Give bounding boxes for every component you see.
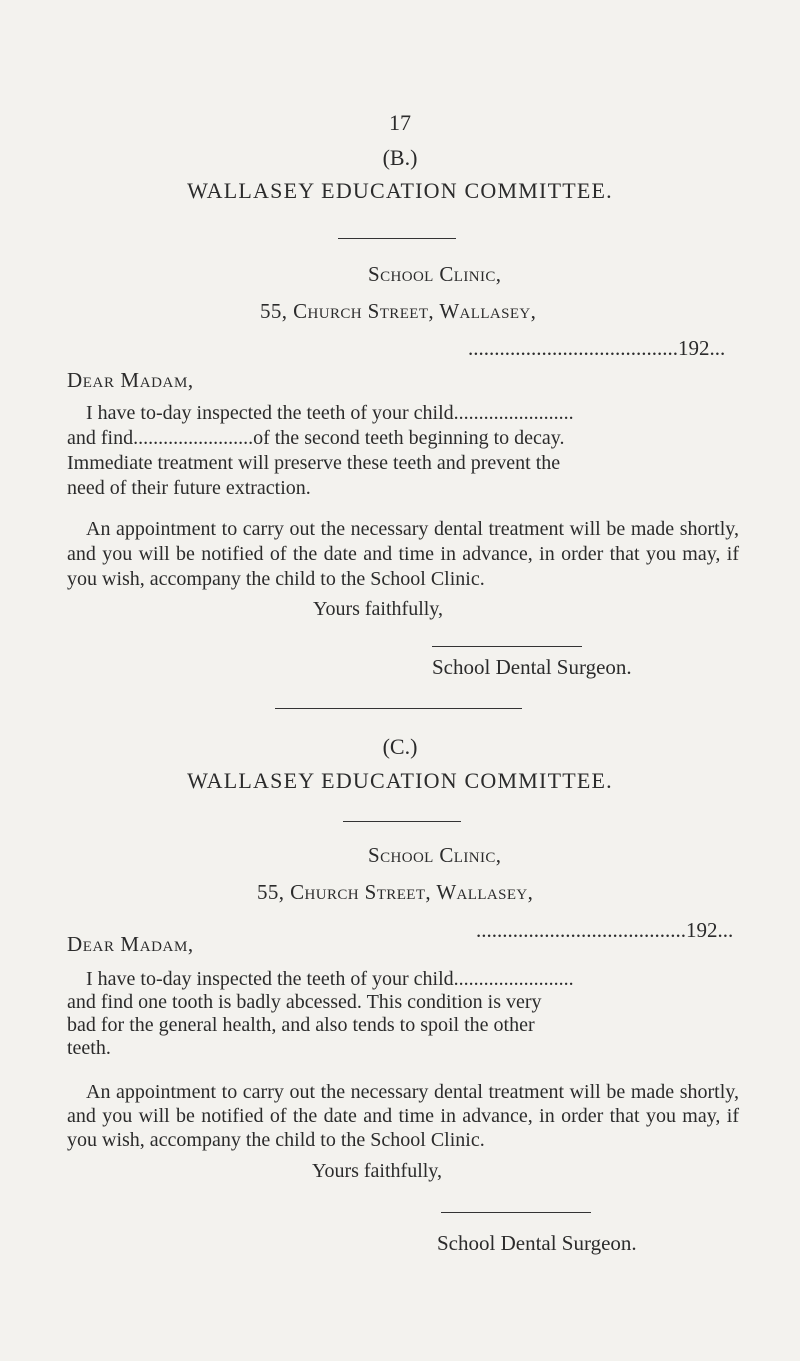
- letter-label: (B.): [382, 145, 418, 170]
- address-line-2: 55, Church Street, Wallasey,: [260, 299, 537, 323]
- address-line-2: 55, Church Street, Wallasey,: [257, 880, 534, 904]
- signature-title: School Dental Surgeon.: [432, 655, 632, 679]
- closing: Yours faithfully,: [313, 598, 444, 620]
- body-line: and find one tooth is badly abcessed. This condition is very: [67, 991, 542, 1013]
- salutation: Dear Madam,: [67, 368, 194, 392]
- divider: [343, 821, 461, 822]
- body-line: need of their future extraction.: [67, 477, 311, 499]
- address-line-1: School Clinic,: [368, 843, 502, 867]
- body-line: I have to-day inspected the teeth of your child........................: [86, 402, 574, 424]
- appointment-paragraph: An appointment to carry out the necessary dental treatment will be made shortly, and you will be notified of the date and time in advance, in order that you may, if you wish, accompany the child to the School Clinic.: [67, 1081, 739, 1151]
- salutation: Dear Madam,: [67, 932, 194, 956]
- body-line: teeth.: [67, 1037, 111, 1059]
- appointment-paragraph: An appointment to carry out the necessary dental treatment will be made shortly, and you will be notified of the date and time in advance, in order that you may, if you wish, accompany the child to the School Clinic.: [67, 518, 739, 590]
- divider: [338, 238, 456, 239]
- body-line: bad for the general health, and also tends to spoil the other: [67, 1014, 535, 1036]
- date-line: ........................................192...: [468, 336, 726, 360]
- committee-heading: WALLASEY EDUCATION COMMITTEE.: [187, 768, 613, 793]
- page-number: 17: [389, 110, 411, 135]
- letter-label: (C.): [382, 734, 418, 759]
- address-line-1: School Clinic,: [368, 262, 502, 286]
- signature-line: [432, 646, 582, 647]
- signature-line: [441, 1212, 591, 1213]
- signature-title: School Dental Surgeon.: [437, 1231, 637, 1255]
- section-separator: [275, 708, 522, 709]
- body-line: Immediate treatment will preserve these teeth and prevent the: [67, 452, 561, 474]
- date-line: ........................................192...: [476, 918, 734, 942]
- closing: Yours faithfully,: [312, 1160, 443, 1182]
- body-line: I have to-day inspected the teeth of your child........................: [86, 968, 574, 990]
- committee-heading: WALLASEY EDUCATION COMMITTEE.: [187, 178, 613, 203]
- body-line: and find........................of the second teeth beginning to decay.: [67, 427, 565, 449]
